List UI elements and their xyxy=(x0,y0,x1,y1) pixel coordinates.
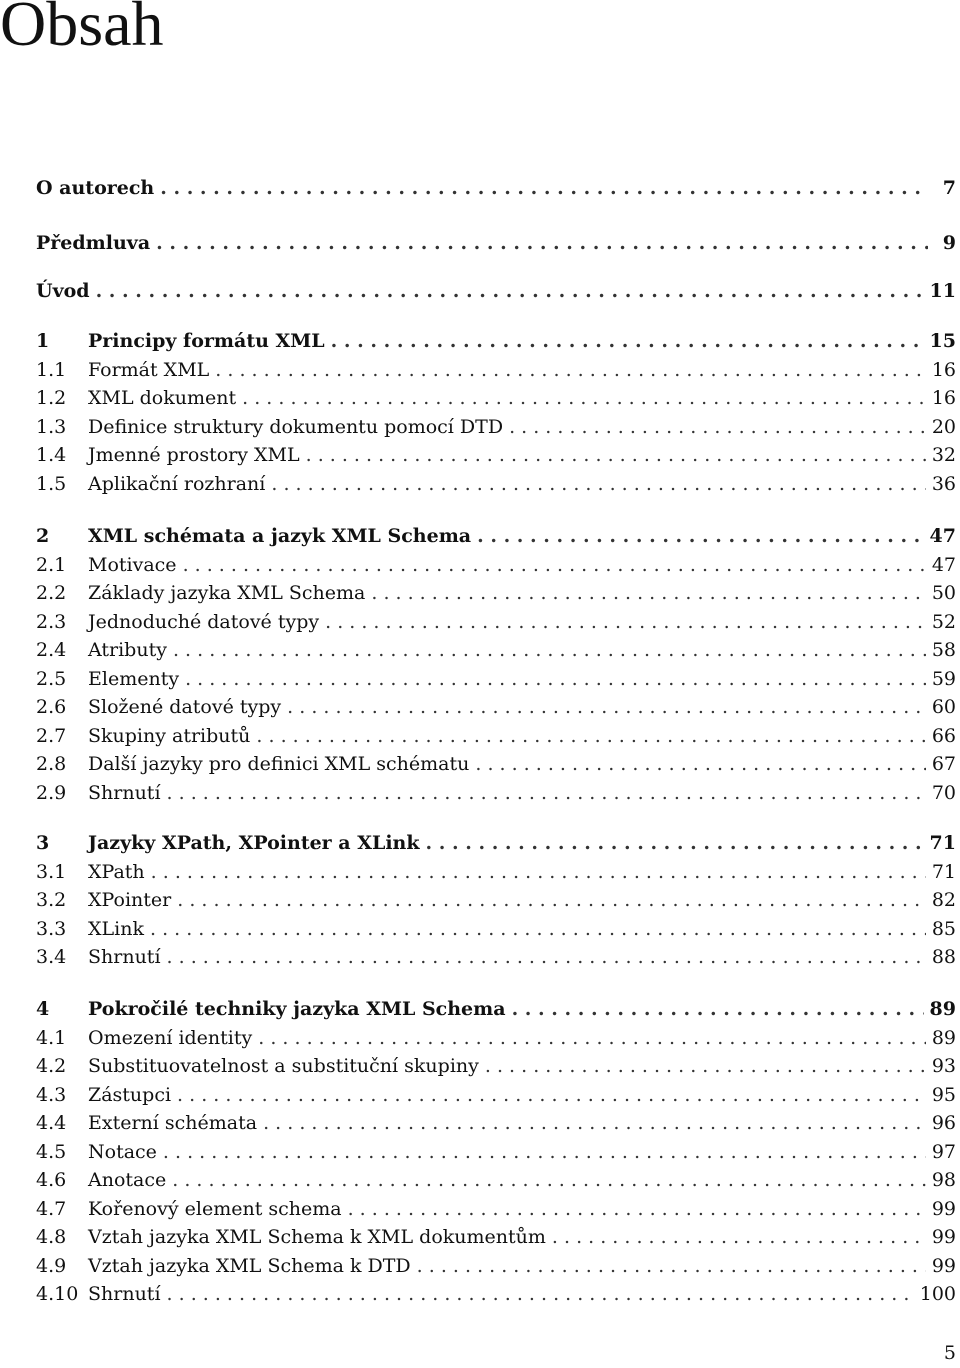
toc-entry-title: Úvod xyxy=(36,280,90,302)
dot-leader xyxy=(150,918,926,940)
toc-entry-title: O autorech xyxy=(36,177,155,199)
toc-entry-page: 95 xyxy=(931,1084,956,1106)
toc-entry-page: 36 xyxy=(931,473,956,495)
toc-entry-page: 32 xyxy=(931,444,956,466)
dot-leader xyxy=(258,1027,926,1049)
toc-entry-title: Vztah jazyka XML Schema k DTD xyxy=(88,1255,411,1277)
toc-entry-page: 96 xyxy=(931,1112,956,1134)
dot-leader xyxy=(331,330,924,352)
toc-entry-title: Anotace xyxy=(88,1169,167,1191)
toc-entry-page: 16 xyxy=(931,387,956,409)
toc-entry-page: 15 xyxy=(929,330,956,352)
dot-leader xyxy=(371,582,925,604)
toc-entry[interactable] xyxy=(36,609,956,635)
toc-entry[interactable] xyxy=(36,751,956,777)
toc-entry-title: Složené datové typy xyxy=(88,696,282,718)
toc-entry-page: 52 xyxy=(931,611,956,633)
dot-leader xyxy=(512,998,924,1020)
toc-entry-page: 70 xyxy=(931,782,956,804)
toc-entry-title: Předmluva xyxy=(36,232,151,254)
dot-leader xyxy=(183,554,926,576)
toc-entry-number: 4.6 xyxy=(36,1169,67,1191)
toc-entry-title: Substituovatelnost a substituční skupiny xyxy=(88,1055,479,1077)
toc-entry[interactable] xyxy=(36,1139,956,1165)
toc-entry-title: Kořenový element schema xyxy=(88,1198,342,1220)
toc-entry-number: 2.3 xyxy=(36,611,67,633)
toc-entry[interactable] xyxy=(36,1025,956,1051)
toc-entry-number: 2.6 xyxy=(36,696,67,718)
toc-entry-title: Definice struktury dokumentu pomocí DTD xyxy=(88,416,504,438)
toc-entry[interactable] xyxy=(36,175,956,201)
toc-entry-page: 58 xyxy=(931,639,956,661)
toc-entry[interactable] xyxy=(36,1224,956,1250)
toc-entry-number: 2.8 xyxy=(36,753,67,775)
toc-entry[interactable] xyxy=(36,414,956,440)
toc-entry-number: 3.1 xyxy=(36,861,67,883)
dot-leader xyxy=(167,1283,914,1305)
toc-entry[interactable] xyxy=(36,328,956,354)
toc-entry-number: 3 xyxy=(36,832,50,854)
toc-entry-page: 82 xyxy=(931,889,956,911)
toc-entry-title: Zástupci xyxy=(88,1084,172,1106)
toc-entry-page: 99 xyxy=(931,1255,956,1277)
toc-entry-page: 20 xyxy=(931,416,956,438)
dot-leader xyxy=(172,1169,926,1191)
toc-entry-page: 11 xyxy=(929,280,956,302)
toc-entry-title: Shrnutí xyxy=(88,1283,161,1305)
toc-entry[interactable] xyxy=(36,887,956,913)
dot-leader xyxy=(215,359,926,381)
toc-entry-page: 16 xyxy=(931,359,956,381)
toc-entry-title: Jednoduché datové typy xyxy=(88,611,320,633)
page-number: 5 xyxy=(943,1342,956,1364)
toc-entry-number: 2 xyxy=(36,525,50,547)
toc-entry-title: Základy jazyka XML Schema xyxy=(88,582,366,604)
toc-entry-number: 2.1 xyxy=(36,554,67,576)
toc-entry-title: Vztah jazyka XML Schema k XML dokumentům xyxy=(88,1226,546,1248)
dot-leader xyxy=(185,668,926,690)
toc-entry-title: Aplikační rozhraní xyxy=(88,473,266,495)
toc-entry-number: 2.2 xyxy=(36,582,67,604)
dot-leader xyxy=(485,1055,926,1077)
dot-leader xyxy=(177,889,926,911)
toc-entry-page: 97 xyxy=(931,1141,956,1163)
toc-entry-number: 4.7 xyxy=(36,1198,67,1220)
dot-leader xyxy=(426,832,924,854)
toc-entry[interactable] xyxy=(36,385,956,411)
toc-entry[interactable] xyxy=(36,666,956,692)
toc-entry-title: Elementy xyxy=(88,668,180,690)
toc-entry-number: 4.4 xyxy=(36,1112,67,1134)
toc-entry[interactable] xyxy=(36,723,956,749)
toc-entry-title: XLink xyxy=(88,918,144,940)
toc-entry-number: 1.2 xyxy=(36,387,67,409)
dot-leader xyxy=(477,525,923,547)
toc-entry-title: Omezení identity xyxy=(88,1027,253,1049)
toc-entry-page: 88 xyxy=(931,946,956,968)
toc-entry-number: 1.1 xyxy=(36,359,67,381)
toc-entry[interactable] xyxy=(36,552,956,578)
toc-entry-page: 85 xyxy=(931,918,956,940)
toc-entry-number: 2.9 xyxy=(36,782,67,804)
dot-leader xyxy=(417,1255,926,1277)
toc-entry-number: 4.9 xyxy=(36,1255,67,1277)
toc-entry-page: 47 xyxy=(931,554,956,576)
dot-leader xyxy=(348,1198,926,1220)
toc-entry-title: Pokročilé techniky jazyka XML Schema xyxy=(88,998,506,1020)
toc-entry-page: 67 xyxy=(931,753,956,775)
toc-entry-title: Motivace xyxy=(88,554,177,576)
dot-leader xyxy=(256,725,925,747)
dot-leader xyxy=(475,753,925,775)
toc-entry-page: 89 xyxy=(931,1027,956,1049)
toc-entry-page: 71 xyxy=(929,832,956,854)
toc-entry[interactable] xyxy=(36,944,956,970)
toc-entry-page: 59 xyxy=(931,668,956,690)
toc-entry-title: Principy formátu XML xyxy=(88,330,325,352)
toc-entry[interactable] xyxy=(36,830,956,856)
toc-entry-title: XPointer xyxy=(88,889,172,911)
toc-entry-number: 4.3 xyxy=(36,1084,67,1106)
toc-entry[interactable] xyxy=(36,471,956,497)
toc-entry[interactable] xyxy=(36,523,956,549)
toc-entry-number: 4.5 xyxy=(36,1141,67,1163)
page-title: Obsah xyxy=(0,0,164,59)
dot-leader xyxy=(287,696,926,718)
toc-entry-number: 1 xyxy=(36,330,50,352)
toc-entry-page: 7 xyxy=(942,177,956,199)
toc-entry-number: 4.1 xyxy=(36,1027,67,1049)
toc-entry-number: 4.2 xyxy=(36,1055,67,1077)
toc-entry-page: 93 xyxy=(931,1055,956,1077)
toc-entry-title: Shrnutí xyxy=(88,782,161,804)
dot-leader xyxy=(160,177,928,199)
toc-entry[interactable] xyxy=(36,1110,956,1136)
dot-leader xyxy=(552,1226,926,1248)
dot-leader xyxy=(263,1112,926,1134)
dot-leader xyxy=(151,861,926,883)
toc-entry-page: 66 xyxy=(931,725,956,747)
toc-entry-title: Formát XML xyxy=(88,359,210,381)
toc-entry-number: 4.8 xyxy=(36,1226,67,1248)
toc-entry-page: 89 xyxy=(929,998,956,1020)
dot-leader xyxy=(325,611,926,633)
dot-leader xyxy=(509,416,926,438)
toc-entry[interactable] xyxy=(36,694,956,720)
toc-entry-number: 2.4 xyxy=(36,639,67,661)
toc-entry[interactable] xyxy=(36,859,956,885)
toc-entry-title: Jmenné prostory XML xyxy=(88,444,300,466)
toc-entry-title: Shrnutí xyxy=(88,946,161,968)
toc-entry[interactable] xyxy=(36,1053,956,1079)
toc-entry-page: 100 xyxy=(919,1283,956,1305)
toc-entry-title: Jazyky XPath, XPointer a XLink xyxy=(88,832,420,854)
toc-entry[interactable] xyxy=(36,916,956,942)
dot-leader xyxy=(96,280,924,302)
toc-entry-title: Skupiny atributů xyxy=(88,725,251,747)
toc-entry[interactable] xyxy=(36,1167,956,1193)
toc-entry-number: 4.10 xyxy=(36,1283,79,1305)
toc-entry-title: Další jazyky pro definici XML schématu xyxy=(88,753,470,775)
toc-entry-title: Externí schémata xyxy=(88,1112,258,1134)
dot-leader xyxy=(271,473,925,495)
dot-leader xyxy=(173,639,926,661)
dot-leader xyxy=(156,232,928,254)
dot-leader xyxy=(167,782,926,804)
toc-entry-number: 2.7 xyxy=(36,725,67,747)
toc-entry[interactable] xyxy=(36,1196,956,1222)
toc-entry[interactable] xyxy=(36,780,956,806)
toc-entry[interactable] xyxy=(36,278,956,304)
toc-entry-page: 99 xyxy=(931,1226,956,1248)
toc-entry-title: XPath xyxy=(88,861,145,883)
toc-entry[interactable] xyxy=(36,637,956,663)
dot-leader xyxy=(167,946,926,968)
dot-leader xyxy=(177,1084,926,1106)
toc-entry-number: 4 xyxy=(36,998,50,1020)
toc-entry-number: 1.3 xyxy=(36,416,67,438)
toc-entry-page: 99 xyxy=(931,1198,956,1220)
toc-entry-page: 47 xyxy=(929,525,956,547)
toc-entry-page: 9 xyxy=(942,232,956,254)
toc-entry-number: 3.2 xyxy=(36,889,67,911)
toc-entry[interactable] xyxy=(36,580,956,606)
toc-entry[interactable] xyxy=(36,357,956,383)
toc-entry-page: 50 xyxy=(931,582,956,604)
toc-entry[interactable] xyxy=(36,1281,956,1307)
dot-leader xyxy=(242,387,926,409)
toc-entry-title: XML schémata a jazyk XML Schema xyxy=(88,525,472,547)
toc-entry-number: 1.5 xyxy=(36,473,67,495)
toc-entry-number: 2.5 xyxy=(36,668,67,690)
toc-entry-title: Notace xyxy=(88,1141,157,1163)
toc-entry[interactable] xyxy=(36,1253,956,1279)
toc-entry-title: XML dokument xyxy=(88,387,237,409)
toc-entry[interactable] xyxy=(36,1082,956,1108)
toc-entry-number: 3.4 xyxy=(36,946,67,968)
toc-entry-number: 3.3 xyxy=(36,918,67,940)
toc-entry[interactable] xyxy=(36,442,956,468)
toc-entry[interactable] xyxy=(36,996,956,1022)
toc-entry-page: 60 xyxy=(931,696,956,718)
toc-entry-page: 71 xyxy=(931,861,956,883)
dot-leader xyxy=(163,1141,926,1163)
toc-entry-title: Atributy xyxy=(88,639,167,661)
dot-leader xyxy=(306,444,926,466)
toc-entry[interactable] xyxy=(36,230,956,256)
toc-entry-number: 1.4 xyxy=(36,444,67,466)
toc-entry-page: 98 xyxy=(931,1169,956,1191)
